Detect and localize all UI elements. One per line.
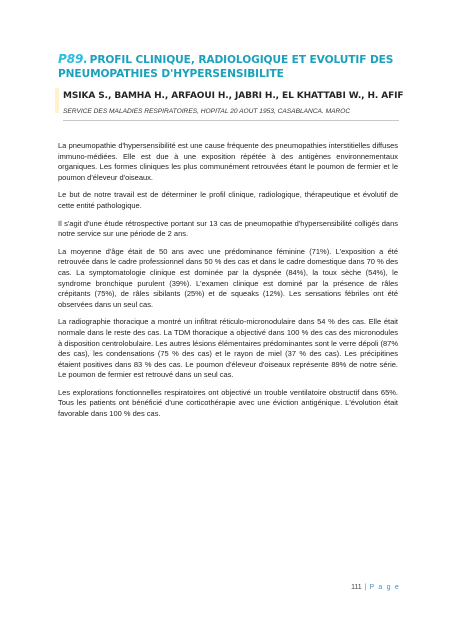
page-label: P a g e: [369, 584, 400, 591]
accent-bar: [55, 88, 59, 113]
paragraph-outcome: Les explorations fonctionnelles respiratoires ont objectivé un trouble ventilatoire obstructif dans 65%. Tous les patients ont bénéficié d'une corticothérapie avec une éviction antigénique. L'évolution était favorable dans 100 % des cas.: [58, 387, 398, 419]
abstract-header: [58, 52, 403, 81]
paragraph-clinical-results: La moyenne d'âge était de 50 ans avec une prédominance féminine (71%). L'exposition a été retrouvée dans le cadre professionnel dans 50 % des cas et dans le cadre domestique dans 70 % des cas. La symptomatologie clinique est dominée par la dyspnée (84%), la toux sèche (54%), le syndrome bronchique purulent (39%). L'examen clinique est dominé par la présence de râles crépitants (75%), de râles sibilants (25%) et de squeaks (12%). Les sensations fébriles ont été observées dans un seul cas.: [58, 246, 398, 309]
paragraph-introduction: La pneumopathie d'hypersensibilité est une cause fréquente des pneumopathies interstitielles diffuses immuno-médiées. Elle est due à une exposition répétée à des antigènes environnementaux organiques. Les formes cliniques les plus communément retrouvées étant le poumon de fermier et le poumon d'éleveur d'oiseaux.: [58, 141, 398, 182]
abstract-code: P89.: [58, 52, 88, 66]
header-divider: [63, 120, 399, 121]
paragraph-objective: Le but de notre travail est de déterminer le profil clinique, radiologique, thérapeutique et évolutif de cette entité pathologique.: [58, 190, 398, 210]
title-line-2: PNEUMOPATHIES D'HYPERSENSIBILITE: [58, 68, 284, 80]
footer-separator: |: [364, 584, 367, 591]
title-line-1: [58, 52, 403, 67]
authors: MSIKA S., BAMHA H., ARFAOUI H., JABRI H., EL KHATTABI W., H. AFIF: [63, 91, 404, 101]
paragraph-methods: Il s'agit d'une étude rétrospective portant sur 13 cas de pneumopathie d'hypersensibilité colligés dans notre service sur une période de 2 ans.: [58, 218, 398, 239]
abstract-body: [58, 141, 398, 427]
page-footer: [351, 584, 400, 591]
affiliation: SERVICE DES MALADIES RESPIRATOIRES, HOPITAL 20 AOUT 1953, CASABLANCA. MAROC: [63, 108, 351, 115]
page-number: 111: [351, 584, 362, 591]
title-text-1: PROFIL CLINIQUE, RADIOLOGIQUE ET EVOLUTIF DES: [89, 54, 394, 66]
paragraph-imaging-results: La radiographie thoracique a montré un infiltrat réticulo-micronodulaire dans 54 % des cas. Elle était normale dans le reste des cas. La TDM thoracique a objectivé dans 100 % des cas des micronodules à disposition centrolobulaire. Les autres lésions élémentaires prédominantes sont le verre dépoli (87% des cas), les condensations (75 % des cas) et le rayon de miel (37 % des cas). Les précipitines étaient positives dans 83 % des cas. Le poumon d'éleveur d'oiseaux représente 89% de notre série. Le poumon de fermier est retrouvé dans un seul cas.: [58, 317, 398, 380]
